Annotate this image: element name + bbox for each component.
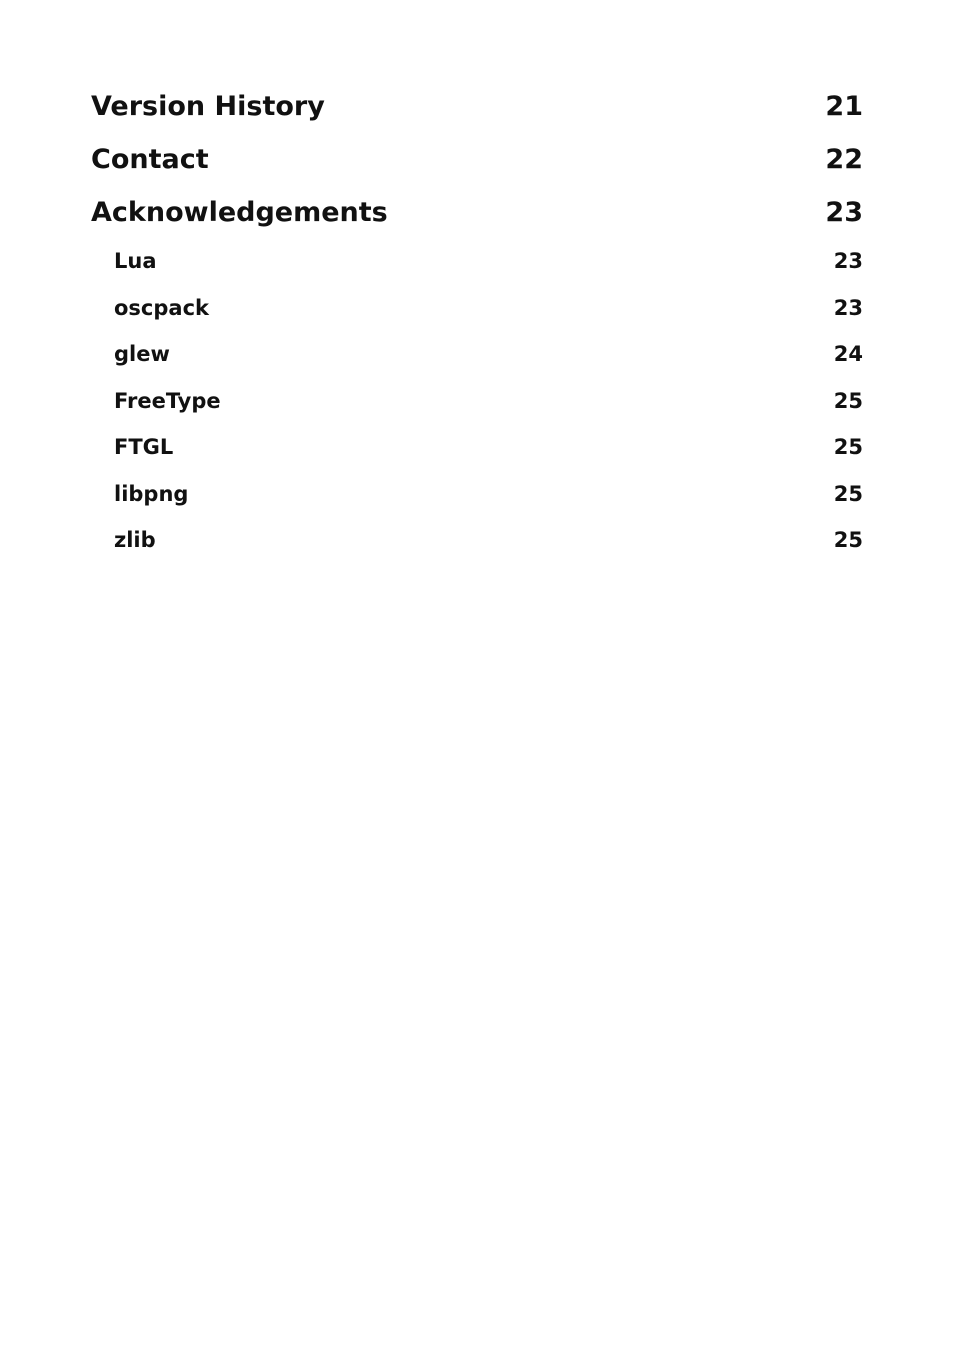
toc-entry-page: 23 bbox=[833, 295, 863, 320]
toc-entry-page: 23 bbox=[833, 249, 863, 273]
toc-entry-contact[interactable] bbox=[91, 138, 863, 191]
toc-entry-version-history[interactable] bbox=[91, 85, 863, 138]
toc-entry-title: zlib bbox=[114, 528, 156, 552]
toc-entry-title: Contact bbox=[91, 144, 209, 175]
toc-subentry-glew[interactable] bbox=[91, 339, 863, 386]
toc-entry-title: FTGL bbox=[114, 435, 174, 459]
toc-subentry-ftgl[interactable] bbox=[91, 432, 863, 479]
toc-entry-page: 25 bbox=[833, 435, 863, 459]
toc-subentry-freetype[interactable] bbox=[91, 386, 863, 433]
toc-entry-title: FreeType bbox=[114, 388, 221, 413]
toc-entry-title: glew bbox=[114, 342, 170, 366]
toc-entry-acknowledgements[interactable] bbox=[91, 191, 863, 244]
toc-entry-page: 22 bbox=[825, 144, 863, 175]
toc-entry-page: 21 bbox=[825, 91, 863, 122]
toc-entry-title: Acknowledgements bbox=[91, 197, 388, 228]
toc-entry-page: 24 bbox=[833, 342, 863, 366]
toc-entry-page: 23 bbox=[825, 197, 863, 228]
toc-subentry-lua[interactable] bbox=[91, 246, 863, 293]
toc-entry-title: oscpack bbox=[114, 295, 209, 320]
toc-subentry-libpng[interactable] bbox=[91, 479, 863, 526]
toc-subentry-oscpack[interactable] bbox=[91, 293, 863, 340]
toc-entry-title: Version History bbox=[91, 91, 325, 122]
toc-entry-page: 25 bbox=[833, 388, 863, 413]
toc-entry-page: 25 bbox=[833, 481, 863, 506]
toc-subentry-zlib[interactable] bbox=[91, 525, 863, 572]
toc-entry-page: 25 bbox=[833, 528, 863, 552]
toc-entry-title: libpng bbox=[114, 481, 189, 506]
table-of-contents bbox=[91, 85, 863, 572]
toc-entry-title: Lua bbox=[114, 249, 157, 273]
